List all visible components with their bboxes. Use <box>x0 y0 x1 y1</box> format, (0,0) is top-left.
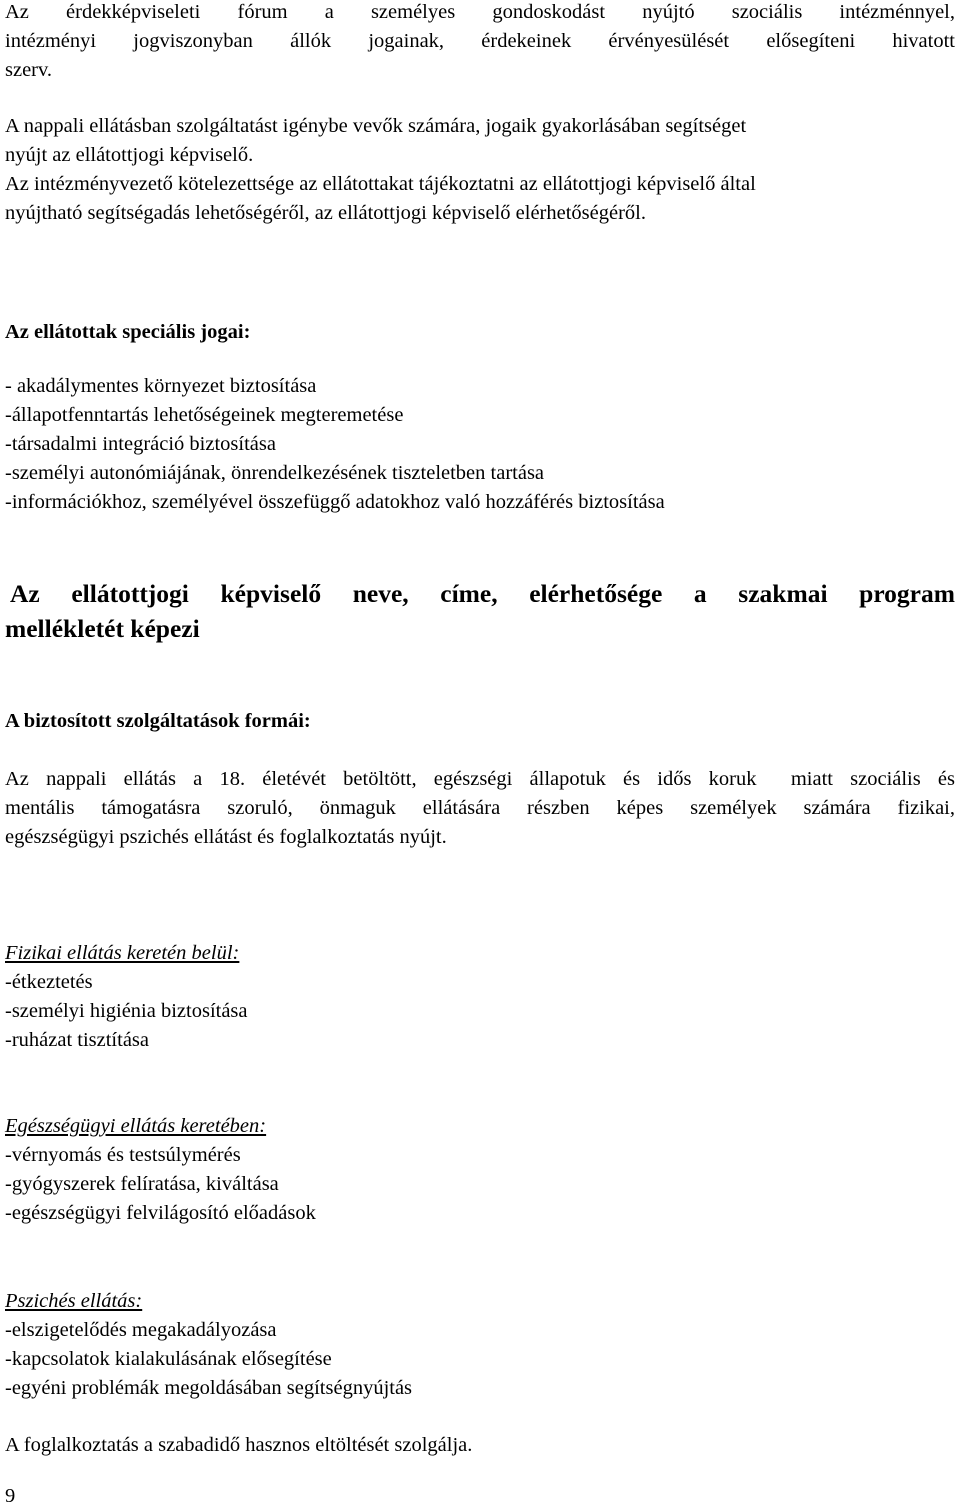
service-forms-line-2: mentális támogatásra szoruló, önmaguk ellátására részben képes személyek számára fizikai, <box>5 797 955 819</box>
vezeto-line-1: Az intézményvezető kötelezettsége az ellátottakat tájékoztatni az ellátottjogi képviselő által <box>5 173 756 195</box>
special-rights-list <box>5 372 955 517</box>
list-item: -gyógyszerek felíratása, kiváltása <box>5 1173 279 1195</box>
service-forms-line-1: Az nappali ellátás a 18. életévét betöltött, egészségi állapotuk és idős koruk miatt szociális és <box>5 768 955 790</box>
physical-care-section <box>5 939 955 1055</box>
forum-paragraph <box>5 0 955 85</box>
vezeto-paragraph <box>5 170 955 228</box>
service-forms-paragraph <box>5 765 955 852</box>
list-item: -étkeztetés <box>5 971 93 993</box>
physical-care-heading: Fizikai ellátás keretén belül: <box>5 942 240 964</box>
representative-notice-line-1: Az ellátottjogi képviselő neve, címe, elérhetősége a szakmai program <box>10 579 955 608</box>
nappali-paragraph <box>5 112 955 170</box>
vezeto-line-2: nyújtható segítségadás lehetőségéről, az ellátottjogi képviselő elérhetőségéről. <box>5 202 646 224</box>
list-item: -személyi autonómiájának, önrendelkezésének tiszteletben tartása <box>5 462 545 484</box>
list-item: -egyéni problémák megoldásában segítségnyújtás <box>5 1377 413 1399</box>
list-item: -elszigetelődés megakadályozása <box>5 1319 277 1341</box>
health-care-section <box>5 1112 955 1228</box>
health-care-heading: Egészségügyi ellátás keretében: <box>5 1115 267 1137</box>
representative-notice-line-2: mellékletét képezi <box>5 614 200 643</box>
list-item: -vérnyomás és testsúlymérés <box>5 1144 241 1166</box>
forum-line-2: intézményi jogviszonyban állók jogainak, érdekeinek érvényesülését elősegíteni hivatott <box>5 30 955 52</box>
list-item: -társadalmi integráció biztosítása <box>5 433 276 455</box>
list-item: -információkhoz, személyével összefüggő adatokhoz való hozzáférés biztosítása <box>5 491 665 513</box>
forum-line-3: szerv. <box>5 59 53 81</box>
psychic-care-section <box>5 1287 955 1403</box>
list-item: -ruházat tisztítása <box>5 1029 150 1051</box>
list-item: -egészségügyi felvilágosító előadások <box>5 1202 316 1224</box>
special-rights-heading: Az ellátottak speciális jogai: <box>5 321 251 343</box>
nappali-line-1: A nappali ellátásban szolgáltatást igénybe vevők számára, jogaik gyakorlásában segítséget <box>5 115 747 137</box>
list-item: -állapotfenntartás lehetőségeinek megteremetése <box>5 404 404 426</box>
list-item: -kapcsolatok kialakulásának elősegítése <box>5 1348 332 1370</box>
service-forms-line-3: egészségügyi pszichés ellátást és foglalkoztatás nyújt. <box>5 826 447 848</box>
employment-text: A foglalkoztatás a szabadidő hasznos eltöltését szolgálja. <box>5 1434 473 1456</box>
list-item: -személyi higiénia biztosítása <box>5 1000 248 1022</box>
forum-line-1: Az érdekképviseleti fórum a személyes gondoskodást nyújtó szociális intézménnyel, <box>5 1 955 23</box>
psychic-care-heading: Pszichés ellátás: <box>5 1290 143 1312</box>
representative-notice <box>5 576 955 646</box>
service-forms-heading: A biztosított szolgáltatások formái: <box>5 710 311 732</box>
list-item: - akadálymentes környezet biztosítása <box>5 375 317 397</box>
page-number: 9 <box>5 1485 16 1507</box>
nappali-line-2: nyújt az ellátottjogi képviselő. <box>5 144 254 166</box>
